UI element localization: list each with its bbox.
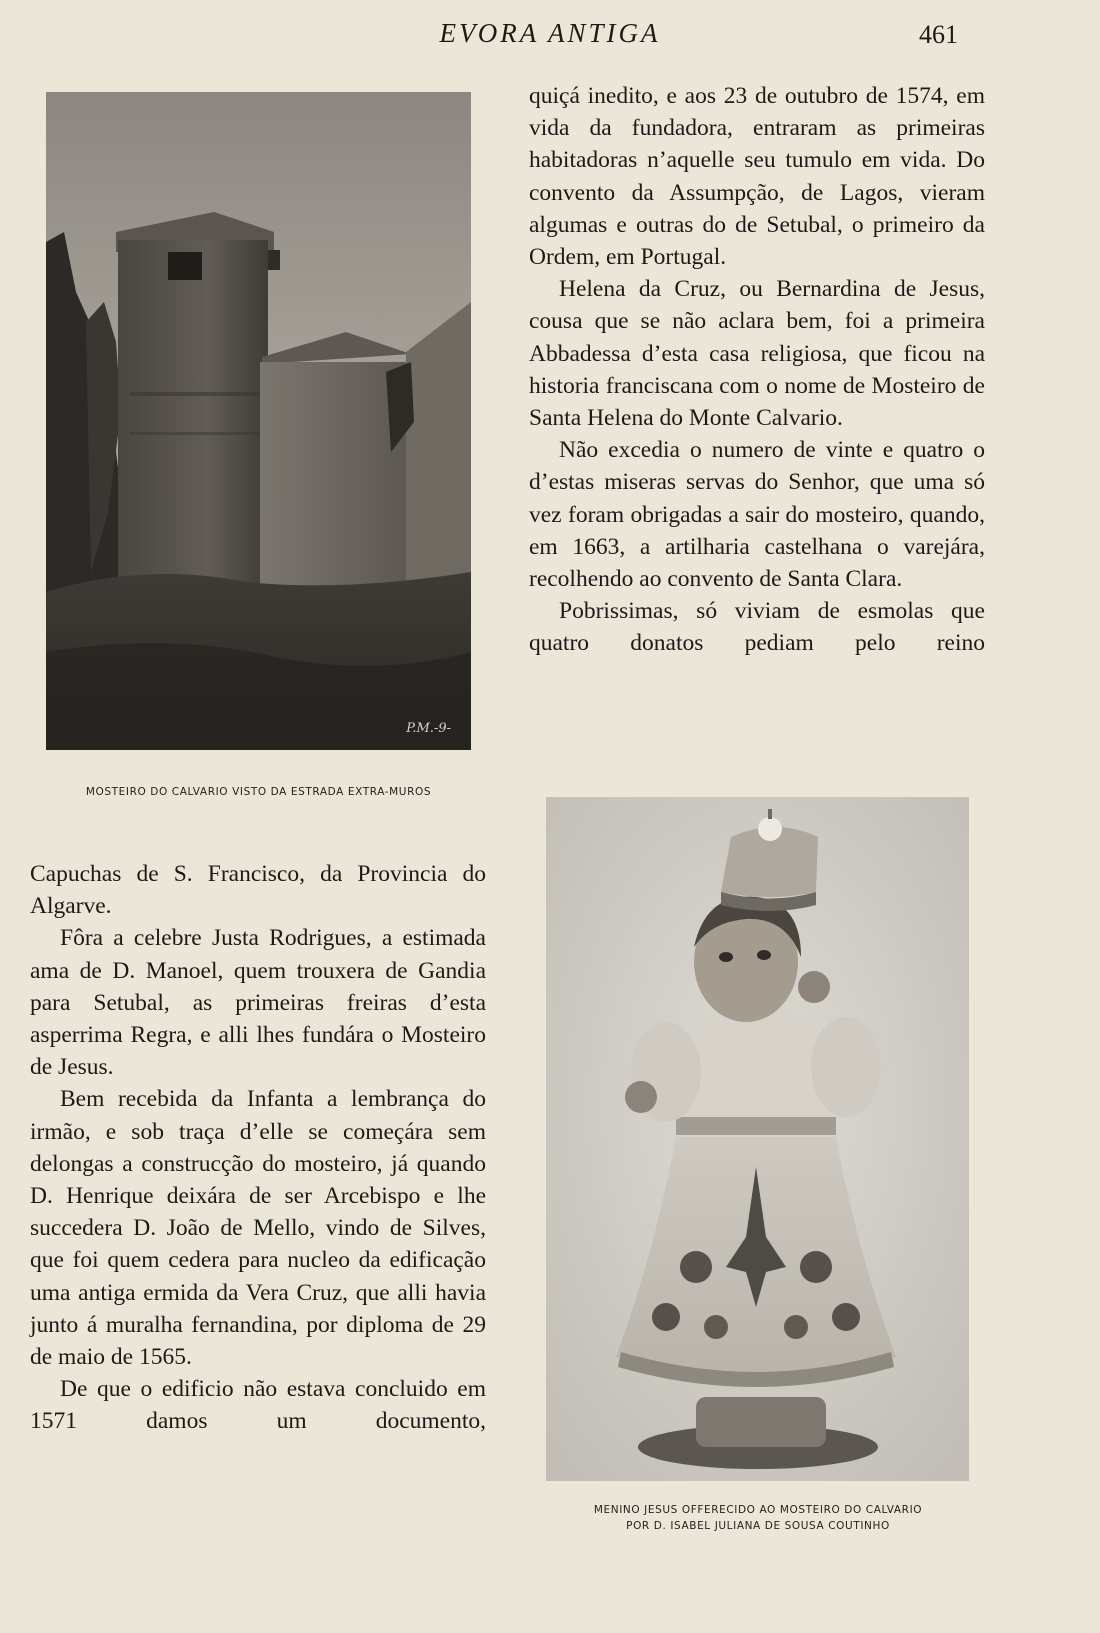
photo-mosteiro-calvario: [46, 92, 471, 750]
paragraph: Bem recebida da Infanta a lembrança do irmão, e sob traça d’elle se começára sem delongas a construcção do mosteiro, já quando D. Henrique deixára de ser Arcebispo e lhe succedera D. João de Mello, vindo de Silves, que foi quem cedera para nucleo da edificação uma antiga ermida da Vera Cruz, que alli havia junto á muralha fernandina, por diploma de 29 de maio de 1565.: [30, 1086, 486, 1371]
photo-signature: P.M.-9-: [406, 721, 451, 736]
text-column-right: [529, 80, 985, 660]
paragraph: Não excedia o numero de vinte e quatro o d’estas miseras servas do Senhor, que uma só vez foram obrigadas a sair do mosteiro, quando, em 1663, a artilharia castelhana o varejára, recolhendo ao convento de Santa Clara.: [529, 437, 985, 593]
page-number: 461: [919, 20, 958, 49]
caption-line: POR D. ISABEL JULIANA DE SOUSA COUTINHO: [626, 1520, 890, 1532]
paragraph: Pobrissimas, só viviam de esmolas que quatro donatos pediam pelo reino: [529, 598, 985, 657]
caption-line: MENINO JESUS OFFERECIDO AO MOSTEIRO DO CALVARIO: [593, 1504, 923, 1516]
photo-menino-jesus: [546, 797, 969, 1481]
running-title: EVORA ANTIGA: [439, 18, 661, 48]
text-column-left: [30, 858, 486, 1438]
paragraph: De que o edificio não estava concluido em 1571 damos um documento,: [30, 1376, 486, 1435]
caption-menino-jesus: [540, 1502, 976, 1534]
paragraph: Fôra a celebre Justa Rodrigues, a estimada ama de D. Manoel, quem trouxera de Gandia para Setubal, as primeiras freiras d’esta asperrima Regra, e alli lhes fundára o Mosteiro de Jesus.: [30, 925, 486, 1081]
caption-mosteiro-calvario: MOSTEIRO DO CALVARIO VISTO DA ESTRADA EXTRA-MUROS: [85, 786, 432, 798]
paragraph: quiçá inedito, e aos 23 de outubro de 1574, em vida da fundadora, entraram as primeiras habitadoras n’aquelle seu tumulo em vida. Do convento da Assumpção, de Lagos, vieram algumas e outras do de Setubal, o primeiro da Ordem, em Portugal.: [529, 83, 985, 271]
paragraph: Helena da Cruz, ou Bernardina de Jesus, cousa que se não aclara bem, foi a primeira Abbadessa d’esta casa religiosa, que ficou na historia franciscana com o nome de Mosteiro de Santa Helena do Monte Calvario.: [529, 276, 985, 432]
paragraph: Capuchas de S. Francisco, da Provincia do Algarve.: [30, 861, 486, 920]
